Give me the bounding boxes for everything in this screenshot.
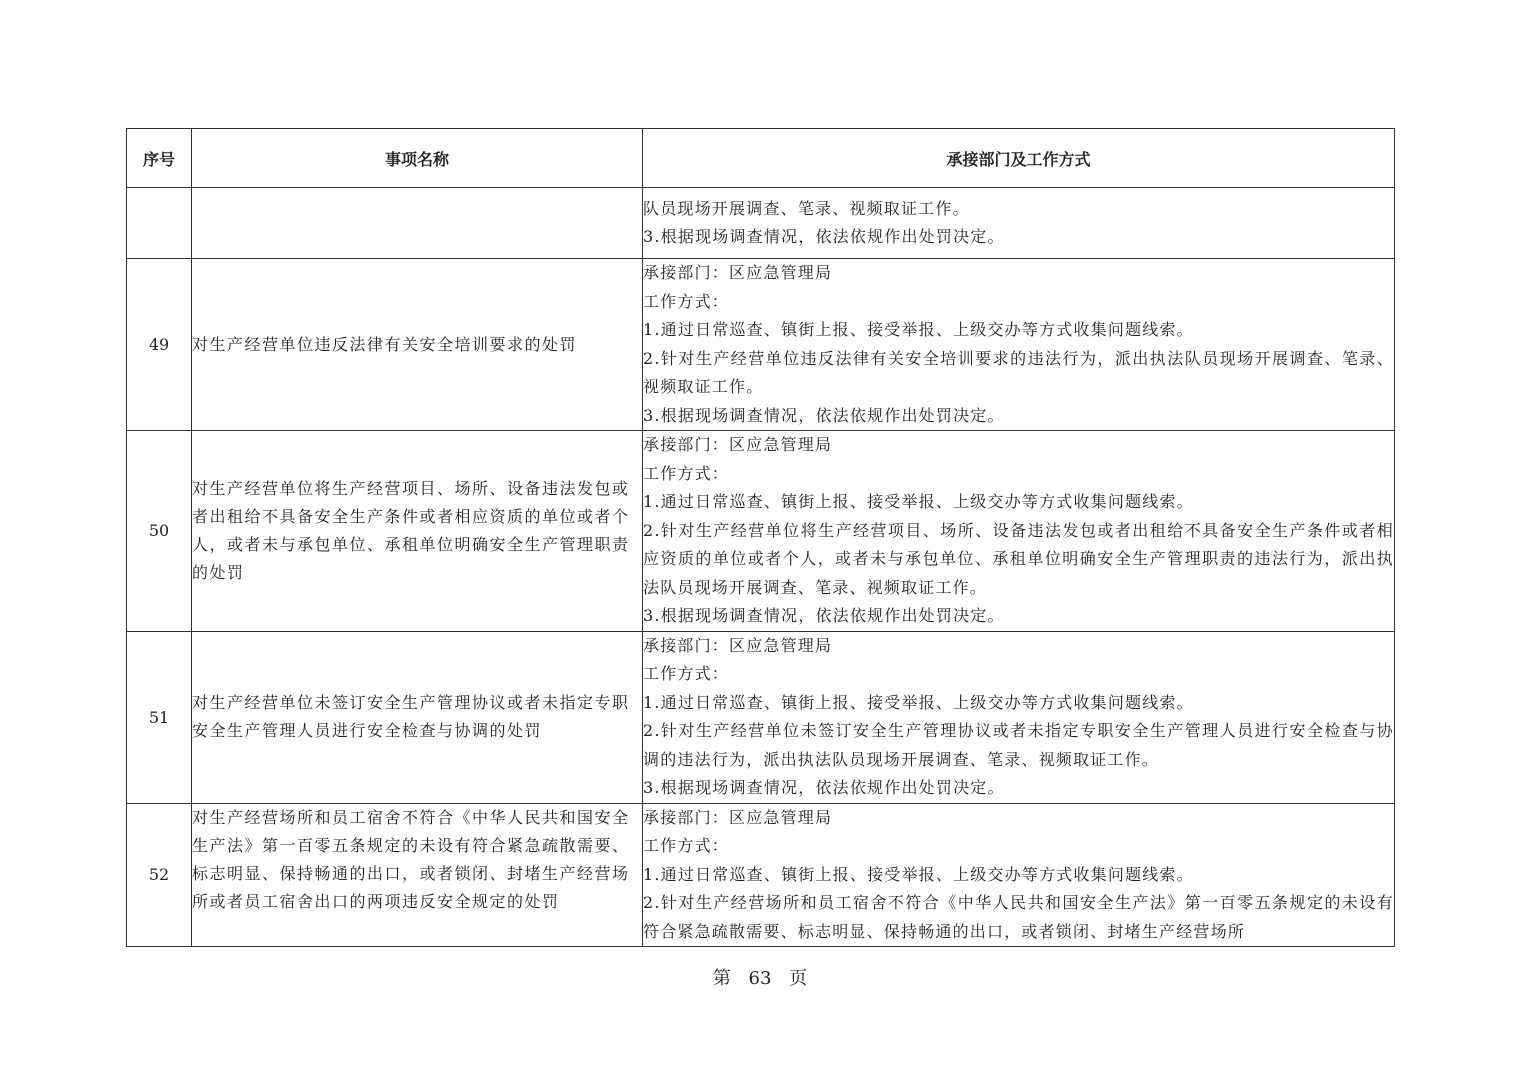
dept-line: 工作方式： (643, 291, 730, 311)
matters-table (126, 128, 1395, 947)
table-row-50 (127, 431, 1395, 632)
table-row-52 (127, 803, 1395, 947)
cell-dept (643, 431, 1395, 632)
dept-line: 1.通过日常巡查、镇街上报、接受举报、上级交办等方式收集问题线索。 (643, 320, 1194, 339)
table-row-continuation (127, 188, 1395, 259)
dept-line: 3.根据现场调查情况，依法依规作出处罚决定。 (643, 405, 1005, 425)
dept-line: 工作方式： (643, 664, 730, 683)
dept-line: 3.根据现场调查情况，依法依规作出处罚决定。 (643, 227, 1005, 246)
dept-line: 1.通过日常巡查、镇街上报、接受举报、上级交办等方式收集问题线索。 (643, 864, 1194, 884)
cell-dept (643, 803, 1395, 947)
dept-line: 工作方式： (643, 463, 730, 483)
table-header-row (127, 129, 1395, 188)
header-seq: 序号 (127, 129, 192, 188)
page-prefix: 第 (712, 968, 731, 989)
page-suffix: 页 (789, 968, 808, 989)
dept-line: 承接部门：区应急管理局 (643, 435, 833, 454)
dept-line: 1.通过日常巡查、镇街上报、接受举报、上级交办等方式收集问题线索。 (643, 692, 1194, 712)
cell-seq (127, 188, 192, 259)
dept-line: 承接部门：区应急管理局 (643, 807, 833, 827)
page-value: 63 (748, 968, 772, 989)
cell-seq: 49 (127, 259, 192, 431)
dept-line: 工作方式： (643, 836, 730, 855)
dept-line: 2.针对生产经营单位未签订安全生产管理协议或者未指定专职安全生产管理人员进行安全检查与协调的违法行为，派出执法队员现场开展调查、笔录、视频取证工作。 (643, 721, 1394, 769)
cell-name: 对生产经营场所和员工宿舍不符合《中华人民共和国安全生产法》第一百零五条规定的未设有符合紧急疏散需要、标志明显、保持畅通的出口，或者锁闭、封堵生产经营场所或者员工宿舍出口的两项违反安全规定的处罚 (192, 803, 643, 947)
cell-dept (643, 259, 1395, 431)
cell-seq: 50 (127, 431, 192, 632)
header-name: 事项名称 (192, 129, 643, 188)
dept-line: 2.针对生产经营场所和员工宿舍不符合《中华人民共和国安全生产法》第一百零五条规定的未设有符合紧急疏散需要、标志明显、保持畅通的出口，或者锁闭、封堵生产经营场所 (643, 893, 1394, 941)
dept-line: 1.通过日常巡查、镇街上报、接受举报、上级交办等方式收集问题线索。 (643, 492, 1194, 511)
dept-line: 2.针对生产经营单位将生产经营项目、场所、设备违法发包或者出租给不具备安全生产条件或者相应资质的单位或者个人，或者未与承包单位、承租单位明确安全生产管理职责的违法行为，派出执法队员现场开展调查、笔录、视频取证工作。 (643, 520, 1394, 597)
cell-seq: 51 (127, 631, 192, 803)
dept-line: 队员现场开展调查、笔录、视频取证工作。 (643, 198, 970, 218)
cell-name (192, 188, 643, 259)
dept-line: 承接部门：区应急管理局 (643, 263, 833, 282)
table-row-51 (127, 631, 1395, 803)
cell-dept (643, 631, 1395, 803)
dept-line: 2.针对生产经营单位违反法律有关安全培训要求的违法行为，派出执法队员现场开展调查、笔录、视频取证工作。 (643, 348, 1394, 396)
dept-line: 3.根据现场调查情况，依法依规作出处罚决定。 (643, 778, 1005, 797)
page-number (0, 964, 1520, 990)
cell-dept (643, 188, 1395, 259)
cell-name: 对生产经营单位未签订安全生产管理协议或者未指定专职安全生产管理人员进行安全检查与协调的处罚 (192, 631, 643, 803)
dept-line: 3.根据现场调查情况，依法依规作出处罚决定。 (643, 606, 1005, 625)
dept-line: 承接部门：区应急管理局 (643, 635, 833, 655)
cell-name: 对生产经营单位将生产经营项目、场所、设备违法发包或者出租给不具备安全生产条件或者相应资质的单位或者个人，或者未与承包单位、承租单位明确安全生产管理职责的处罚 (192, 431, 643, 632)
cell-seq: 52 (127, 803, 192, 947)
cell-name: 对生产经营单位违反法律有关安全培训要求的处罚 (192, 259, 643, 431)
table-row-49 (127, 259, 1395, 431)
header-dept: 承接部门及工作方式 (643, 129, 1395, 188)
